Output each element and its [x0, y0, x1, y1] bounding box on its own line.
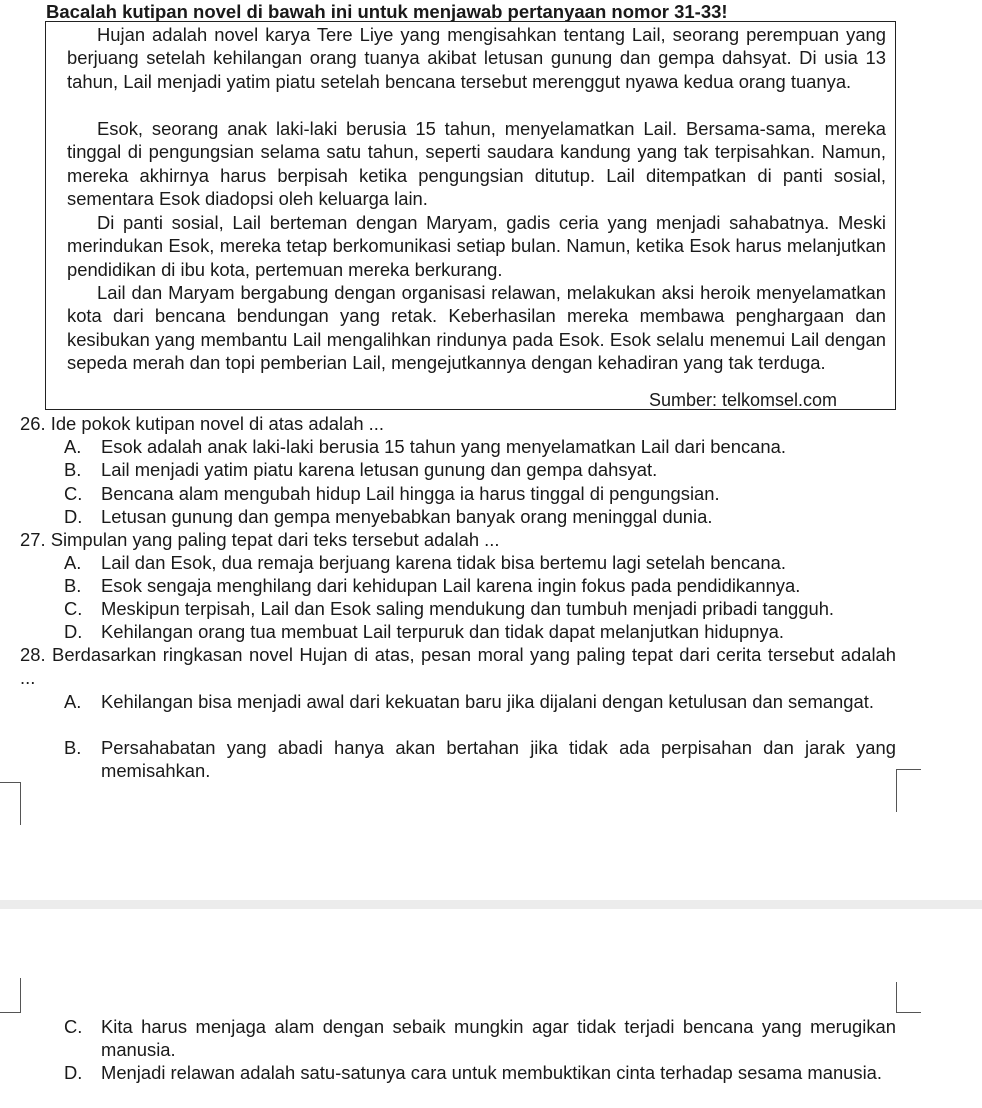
passage-paragraph-1: Hujan adalah novel karya Tere Liye yang mengisahkan tentang Lail, seorang perempuan yang berjuang setelah kehilangan orang tuanya akibat letusan gunung dan gempa dahsyat. Di usia 13 tahun, Lail menjadi yatim piatu setelah bencana tersebut merenggut nyawa kedua orang tuanya. [67, 24, 886, 92]
q28-option-b[interactable]: B. Persahabatan yang abadi hanya akan bertahan jika tidak ada perpisahan dan jarak yang memisahkan. [64, 737, 896, 782]
question-number: 26. [20, 413, 46, 434]
page-break-divider [0, 900, 982, 909]
question-26 [20, 412, 384, 435]
instruction-heading: Bacalah kutipan novel di bawah ini untuk menjawab pertanyaan nomor 31-33! [46, 1, 728, 22]
question-text: Berdasarkan ringkasan novel Hujan di atas, pesan moral yang paling tepat dari cerita tersebut adalah ... [20, 644, 896, 689]
q28-option-a[interactable]: A. Kehilangan bisa menjadi awal dari kekuatan baru jika dijalani dengan ketulusan dan semangat. [64, 691, 874, 712]
q28-option-c[interactable]: C. Kita harus menjaga alam dengan sebaik mungkin agar tidak terjadi bencana yang merugikan manusia. [64, 1016, 896, 1061]
crop-mark [896, 769, 921, 812]
crop-mark [0, 782, 21, 825]
passage-paragraph-2: Esok, seorang anak laki-laki berusia 15 tahun, menyelamatkan Lail. Bersama-sama, mereka tinggal di pengungsian selama satu tahun, seperti saudara kandung yang tak terpisahkan. Namun, mereka akhirnya harus berpisah ketika pengungsian ditutup. Lail ditempatkan di panti sosial, sementara Esok diadopsi oleh keluarga lain. [67, 118, 886, 210]
question-27 [20, 528, 500, 551]
crop-mark [896, 982, 921, 1013]
question-number: 28. [20, 644, 46, 665]
question-number: 27. [20, 529, 46, 550]
question-28 [20, 643, 896, 690]
passage-paragraph-4: Lail dan Maryam bergabung dengan organisasi relawan, melakukan aksi heroik menyelamatkan kota dari bencana bendungan yang retak. Keberhasilan mereka membawa penghargaan dan kesibukan yang membantu Lail mengalihkan rindunya pada Esok. Esok selalu menemui Lail dengan sepeda merah dan topi pemberian Lail, mengejutkannya dengan kehadiran yang tak terduga. [67, 282, 886, 374]
passage-source: Sumber: telkomsel.com [648, 390, 837, 410]
q28-option-d[interactable]: D. Menjadi relawan adalah satu-satunya cara untuk membuktikan cinta terhadap sesama manusia. [64, 1062, 883, 1083]
question-text: Ide pokok kutipan novel di atas adalah ... [50, 413, 385, 434]
novel-excerpt-box [45, 21, 896, 410]
crop-mark [0, 978, 21, 1013]
passage-paragraph-3: Di panti sosial, Lail berteman dengan Maryam, gadis ceria yang menjadi sahabatnya. Meski merindukan Esok, mereka tetap berkomunikasi setiap bulan. Namun, ketika Esok harus melanjutkan pendidikan di ibu kota, pertemuan mereka berkurang. [67, 212, 886, 280]
question-text: Simpulan yang paling tepat dari teks tersebut adalah ... [50, 529, 500, 550]
